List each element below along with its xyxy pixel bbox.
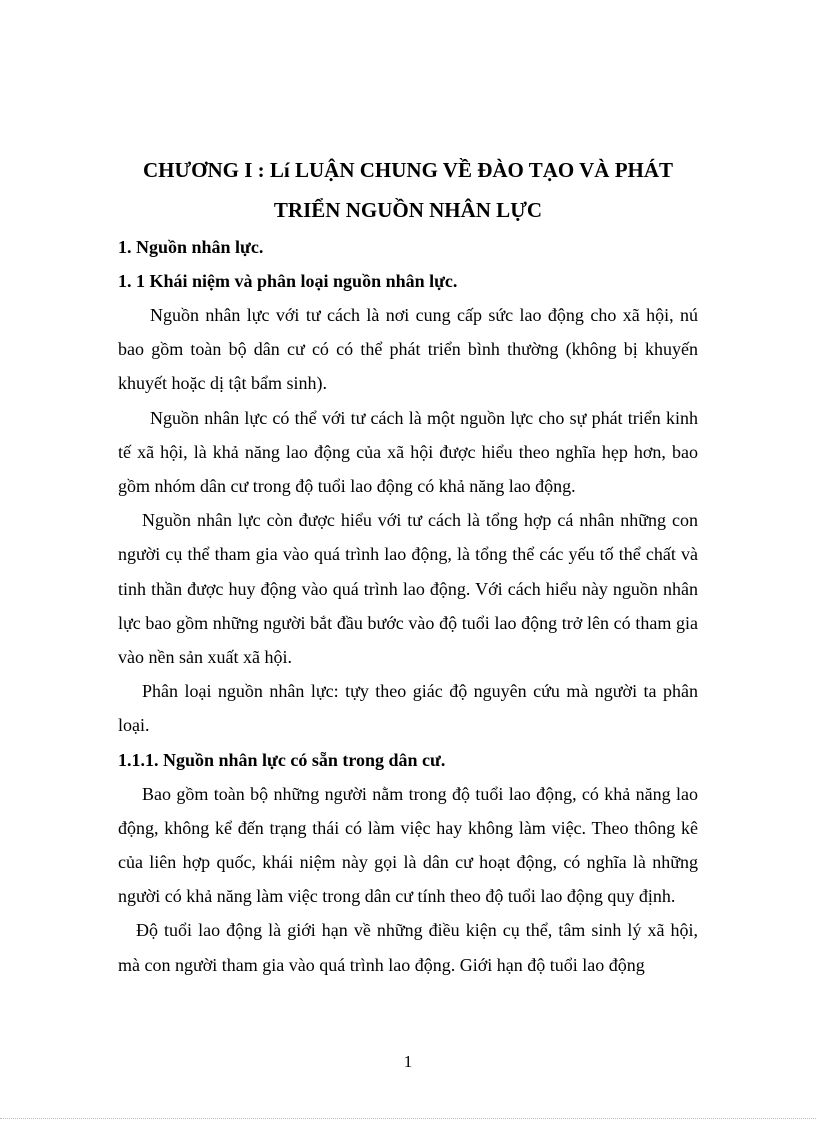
paragraph-5: Bao gồm toàn bộ những người nằm trong độ tuổi lao động, có khả năng lao động, không kể đến trạng thái có làm việc hay không làm việc. Theo thông kê của liên hợp quốc, khái niệm này gọi là dân cư hoạt động, có nghĩa là những người có khả năng làm việc trong dân cư tính theo độ tuổi lao động quy định. <box>118 783 698 907</box>
section-heading-1: 1. Nguồn nhân lực. <box>118 237 264 257</box>
paragraph-2: Nguồn nhân lực có thể với tư cách là một nguồn lực cho sự phát triển kinh tế xã hội, là khả năng lao động của xã hội được hiểu theo nghĩa hẹp hơn, bao gồm nhóm dân cư trong độ tuổi lao động có khả năng lao động. <box>118 407 698 497</box>
page-number: 1 <box>403 1052 413 1071</box>
paragraph-4: Phân loại nguồn nhân lực: tựy theo giác độ nguyên cứu mà người ta phân loại. <box>118 681 698 736</box>
paragraph-1: Nguồn nhân lực với tư cách là nơi cung cấp sức lao động cho xã hội, nú bao gồm toàn bộ dân cư có có thể phát triển bình thường (không bị khuyến khuyết hoặc dị tật bẩm sinh). <box>118 305 698 394</box>
chapter-title-line-2: TRIỂN NGUỒN NHÂN LỰC <box>273 198 543 222</box>
section-heading-1-1-1: 1.1.1. Nguồn nhân lực có sẵn trong dân cư. <box>118 749 446 770</box>
chapter-title-line-1: CHƯƠNG I : Lí LUẬN CHUNG VỀ ĐÀO TẠO VÀ PHÁT <box>142 158 674 182</box>
page-bottom-divider <box>0 1118 816 1119</box>
page-content <box>118 150 698 982</box>
section-heading-1-1: 1. 1 Khái niệm và phân loại nguồn nhân lực. <box>118 271 458 291</box>
paragraph-6: Độ tuổi lao động là giới hạn về những điều kiện cụ thể, tâm sinh lý xã hội, mà con người tham gia vào quá trình lao động. Giới hạn độ tuổi lao động <box>118 920 698 975</box>
paragraph-3: Nguồn nhân lực còn được hiểu với tư cách là tổng hợp cá nhân những con người cụ thể tham gia vào quá trình lao động, là tổng thể các yếu tố thể chất và tinh thần được huy động vào quá trình lao động. Với cách hiểu này nguồn nhân lực bao gồm những người bắt đầu bước vào độ tuổi lao động trở lên có tham gia vào nền sản xuất xã hội. <box>118 510 698 668</box>
